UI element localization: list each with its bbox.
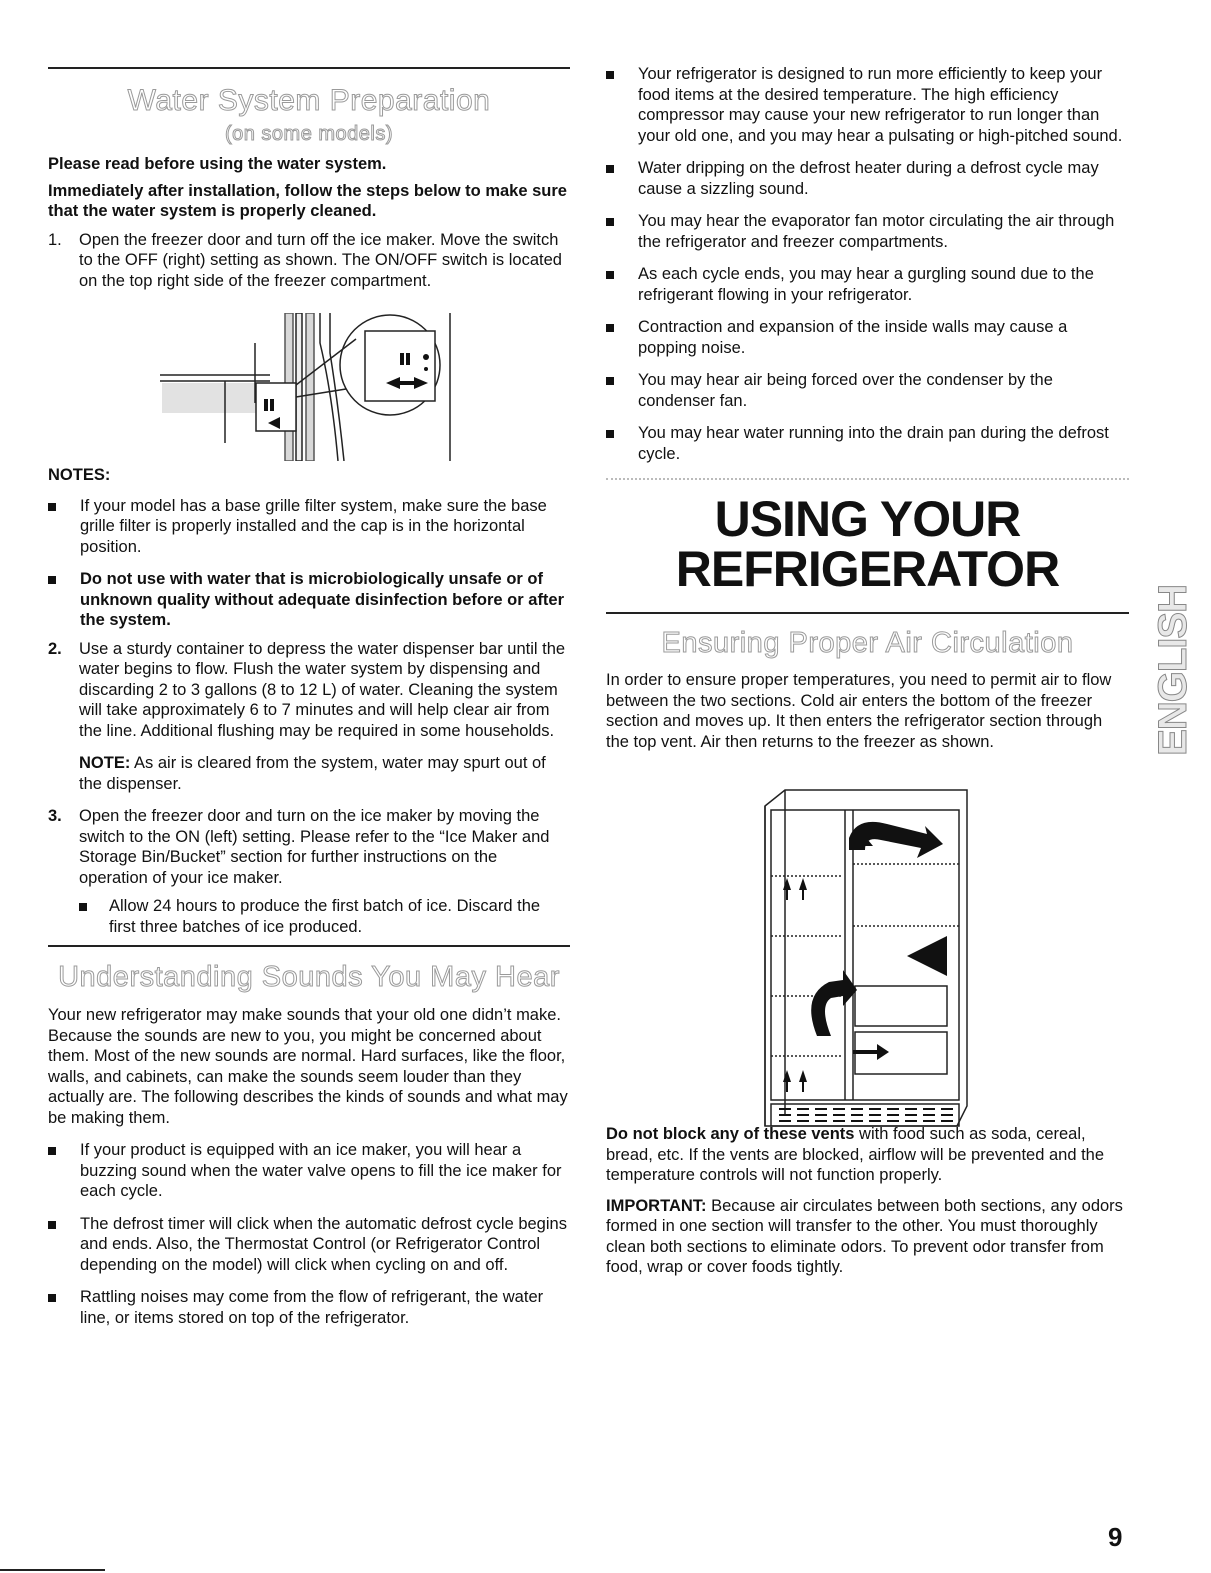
- important-note: [606, 1196, 1129, 1278]
- sounds-left-content: [48, 1005, 570, 1340]
- step-number: 3.: [48, 807, 62, 825]
- step-2-note: [79, 753, 570, 794]
- air-section-title: Ensuring Proper Air Circulation: [661, 627, 1074, 659]
- sounds-intro: Your new refrigerator may make sounds that your old one didn’t make. Because the sounds are new to you, you might be concerned about them. Most of the new sounds are normal. Hard surfaces, like the floor, walls, and cabinets, can make the sounds seem louder than they actually are. The following describes the kinds of sounds and what may be making them.: [48, 1006, 568, 1127]
- sound-item: Contraction and expansion of the inside walls may cause a popping noise.: [606, 317, 1129, 358]
- intro-bold-2: Immediately after installation, follow the steps below to make sure that the water system is properly cleaned.: [48, 181, 567, 220]
- vents-warning-text: with food such as soda, cereal, bread, etc. If the vents are blocked, airflow will be prevented and the temperature controls will not function properly.: [606, 1125, 1105, 1184]
- sound-item: Water dripping on the defrost heater during a defrost cycle may cause a sizzling sound.: [606, 158, 1129, 199]
- step-text: Use a sturdy container to depress the water dispenser bar until the water begins to flow. Flush the water system by dispensing and discarding 2 to 3 gallons (8 to 12 L) of water. Cleaning the system will take approximately 6 to 7 minutes and will help clear air from the line. Additional flushing may be required in some households.: [79, 639, 566, 740]
- water-step-1: [48, 230, 570, 292]
- sound-item: The defrost timer will click when the automatic defrost cycle begins and ends. Also, the Thermostat Control (or Refrigerator Control depending on the model) will click when cycling on and off.: [48, 1214, 570, 1276]
- page-number: 9: [1108, 1522, 1123, 1552]
- vents-warning: [606, 1124, 1129, 1186]
- language-label: ENGLISH: [1150, 584, 1195, 756]
- using-heading-line-1: USING YOUR: [714, 491, 1021, 547]
- vents-warning-bold: Do not block any of these vents: [606, 1125, 855, 1143]
- sound-item: You may hear water running into the drain pan during the defrost cycle.: [606, 423, 1129, 464]
- water-section-title: Water System Preparation: [127, 84, 491, 117]
- water-step-3: [48, 806, 570, 937]
- step-text: Open the freezer door and turn on the ice maker by moving the switch to the ON (left) setting. Please refer to the “Ice Maker and Storage Bin/Bucket” section for further instructions on the operation of your ice maker.: [79, 807, 550, 887]
- important-label: IMPORTANT:: [606, 1196, 707, 1215]
- important-text: Because air circulates between both sections, any odors formed in one section will transfer to the other. You must thoroughly clean both sections to eliminate odors. To prevent odor transfer from food, wrap or cover foods tightly.: [606, 1196, 1123, 1276]
- water-section-subtitle: (on some models): [224, 123, 394, 145]
- note-item-warning: Do not use with water that is microbiologically unsafe or of unknown quality without adequate disinfection before or after the system.: [48, 569, 570, 631]
- note-item: If your model has a base grille filter system, make sure the base grille filter is properly installed and the cap is in the horizontal position.: [48, 496, 570, 558]
- ice-maker-switch-illustration: [160, 313, 460, 461]
- air-notes: [606, 1124, 1129, 1278]
- using-heading-line-2: REFRIGERATOR: [675, 541, 1060, 597]
- notes-label: NOTES:: [48, 466, 111, 484]
- sounds-section-title: Understanding Sounds You May Hear: [58, 961, 560, 993]
- step-3-bullet: Allow 24 hours to produce the first batch of ice. Discard the first three batches of ice produced.: [79, 896, 570, 937]
- step-text: Open the freezer door and turn off the ice maker. Move the switch to the OFF (right) setting as shown. The ON/OFF switch is located on the top right side of the freezer compartment.: [79, 230, 562, 290]
- air-circulation-illustration: [757, 786, 971, 1134]
- sound-item: Your refrigerator is designed to run more efficiently to keep your food items at the desired temperature. The high efficiency compressor may cause your new refrigerator to run longer than your old one, and you may hear a pulsating or high-pitched sound.: [606, 64, 1129, 146]
- note-label: NOTE:: [79, 754, 131, 772]
- intro-bold-1: Please read before using the water system.: [48, 155, 387, 173]
- step-number: 1.: [48, 230, 62, 249]
- sound-item: As each cycle ends, you may hear a gurgling sound due to the refrigerant flowing in your refrigerator.: [606, 264, 1129, 305]
- top-rule-left: [48, 67, 570, 69]
- bottom-edge-rule: [0, 1569, 105, 1571]
- water-intro: [48, 154, 570, 291]
- air-intro: In order to ensure proper temperatures, you need to permit air to flow between the two sections. Cold air enters the bottom of the freezer section and moves up. It then enters the refrigerator section through the top vent. Air then returns to the freezer as shown.: [606, 671, 1112, 751]
- sound-item: Rattling noises may come from the flow of refrigerant, the water line, or items stored on top of the refrigerator.: [48, 1287, 570, 1328]
- sounds-list-right: [606, 64, 1129, 476]
- air-section-rule: [606, 612, 1129, 614]
- dotted-divider: [606, 478, 1129, 480]
- note-text: As air is cleared from the system, water may spurt out of the dispenser.: [79, 754, 546, 793]
- sound-item: You may hear the evaporator fan motor circulating the air through the refrigerator and freezer compartments.: [606, 211, 1129, 252]
- step-number: 2.: [48, 639, 62, 658]
- sounds-section-rule: [48, 945, 570, 947]
- sounds-list-left: [48, 1140, 570, 1328]
- sound-item: You may hear air being forced over the condenser by the condenser fan.: [606, 370, 1129, 411]
- language-side-tab: [1152, 578, 1194, 762]
- water-notes-and-steps: [48, 465, 570, 937]
- sound-item: If your product is equipped with an ice maker, you will hear a buzzing sound when the water valve opens to fill the ice maker for each cycle.: [48, 1140, 570, 1202]
- water-step-2: [48, 639, 570, 795]
